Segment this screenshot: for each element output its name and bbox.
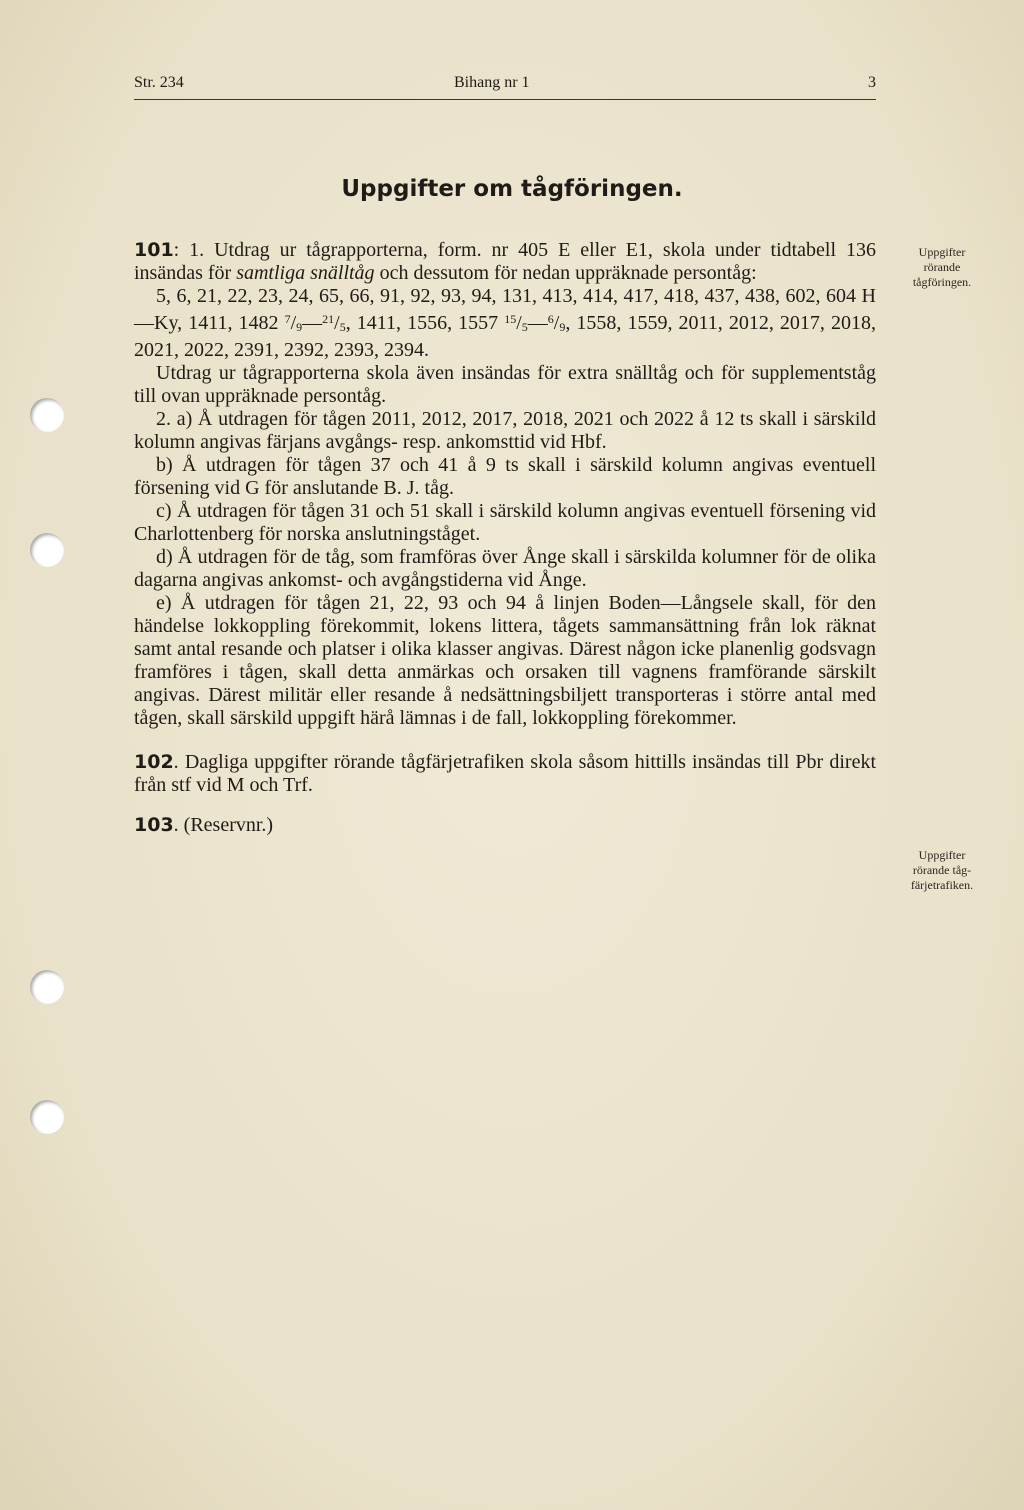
header-page-number: 3 xyxy=(868,74,876,91)
list-run: , 1411, 1556, 1557 xyxy=(345,312,505,334)
section-number: 102 xyxy=(134,751,174,773)
punch-hole-icon xyxy=(30,1100,64,1134)
paragraph-2b: b) Å utdragen för tågen 37 och 41 å 9 ts skall i särskild kolumn angivas eventuell försening vid G för anslutande B. J. tåg. xyxy=(134,454,876,499)
fraction-den: 9 xyxy=(296,320,303,334)
header-page-ref: Str. 234 xyxy=(134,74,184,91)
margin-line: färjetrafiken. xyxy=(910,878,974,892)
fraction-den: 9 xyxy=(559,320,566,334)
fraction-den: 5 xyxy=(521,320,528,334)
margin-line: Uppgifter xyxy=(918,245,966,259)
paragraph-2d: d) Å utdragen för de tåg, som framföras över Ånge skall i särskilda kolumner för de olika dagarna angivas ankomst- och avgångstiderna vid Ånge. xyxy=(134,546,876,591)
header-rule xyxy=(134,99,876,100)
paragraph-102: 102. Dagliga uppgifter rörande tågfärjetrafiken skola såsom hittills insändas till Pbr direkt från stf vid M och Trf. xyxy=(134,751,877,796)
fraction-num: 7 xyxy=(284,312,291,326)
text-run: och dessutom för nedan uppräknade persontåg: xyxy=(374,262,757,284)
text-run: : 1. Utdrag ur tågrapporterna, form. nr 405 E eller E1, skola under tidtabell 136 insändas för xyxy=(134,239,876,284)
text-run: (Reservnr.) xyxy=(183,814,274,836)
fraction-num: 6 xyxy=(547,312,554,326)
paragraph-103: 103. (Reservnr.) xyxy=(134,814,274,836)
margin-note-tagfarjetrafiken xyxy=(886,848,998,893)
list-run: , 1558, 1559, 2011, 2012, 2017, 2018, 2021, 2022, 2391, 2392, 2393, 2394. xyxy=(134,312,876,361)
margin-note-tagforingen xyxy=(886,245,998,290)
fraction-den: 5 xyxy=(339,320,346,334)
punch-hole-icon xyxy=(30,533,64,567)
list-run: 5, 6, 21, 22, 23, 24, 65, 66, 91, 92, 93, 94, 131, 413, 414, 417, 418, 437, 438, 602, 604 H—Ky, 1411, 1482 xyxy=(134,285,876,334)
fraction-num: 21 xyxy=(322,312,335,326)
paragraph-extra-trains: Utdrag ur tågrapporterna skola även insändas för extra snälltåg och för supplementståg till ovan uppräknade persontåg. xyxy=(134,362,876,407)
margin-line: tågföringen. xyxy=(912,275,972,289)
margin-line: Uppgifter xyxy=(918,848,966,862)
paragraph-101-intro xyxy=(134,239,876,285)
header-title: Bihang nr 1 xyxy=(454,74,530,91)
punch-hole-icon xyxy=(30,970,64,1004)
italic-run: samtliga snälltåg xyxy=(236,262,375,284)
section-number: 101 xyxy=(134,239,174,261)
paragraph-2a: 2. a) Å utdragen för tågen 2011, 2012, 2017, 2018, 2021 och 2022 å 12 ts skall i särskild kolumn angivas färjans avgångs- resp. ankomsttid vid Hbf. xyxy=(134,408,876,453)
dash: — xyxy=(527,312,548,334)
page-title: Uppgifter om tågföringen. xyxy=(341,176,683,202)
train-number-list: 5, 6, 21, 22, 23, 24, 65, 66, 91, 92, 93, 94, 131, 413, 414, 417, 418, 437, 438, 602, 604 H—Ky, 1411, 1482 $^7/_9—^{21}/_5$, 1411, 1556, 1557 $^{15}/_5—^6/_9$, 1558, 1559, 2011, 2012, 2017, 2018, 2021, 2022, 2391, 2392, 2393, 2394. xyxy=(134,285,876,361)
punch-hole-icon xyxy=(30,398,64,432)
text-run: Dagliga uppgifter rörande tågfärjetrafiken skola såsom hittills insändas till Pbr direkt från stf vid M och Trf. xyxy=(134,751,877,796)
section-number: 103 xyxy=(134,814,174,836)
running-header xyxy=(134,74,876,98)
fraction-num: 15 xyxy=(504,312,517,326)
dash: — xyxy=(302,312,323,334)
margin-line: rörande tåg- xyxy=(912,863,972,877)
paragraph-2c: c) Å utdragen för tågen 31 och 51 skall i särskild kolumn angivas eventuell försening vid Charlottenberg för norska anslutningståget. xyxy=(134,500,876,545)
paragraph-2e: e) Å utdragen för tågen 21, 22, 93 och 94 å linjen Boden—Långsele skall, för den händelse lokkoppling förekommit, lokens littera, tågets sammansättning från lok räknat samt antal resande och platser i olika klasser angivas. Därest någon icke planenlig godsvagn framföres i tågen, skall detta anmärkas och orsaken till vagnens framförande särskilt angivas. Därest militär eller resande å nedsättningsbiljett transporteras i större antal med tågen, skall särskild uppgift härå lämnas i de fall, lokkoppling förekommer. xyxy=(134,592,876,729)
margin-line: rörande xyxy=(923,260,961,274)
document-body xyxy=(134,239,876,837)
